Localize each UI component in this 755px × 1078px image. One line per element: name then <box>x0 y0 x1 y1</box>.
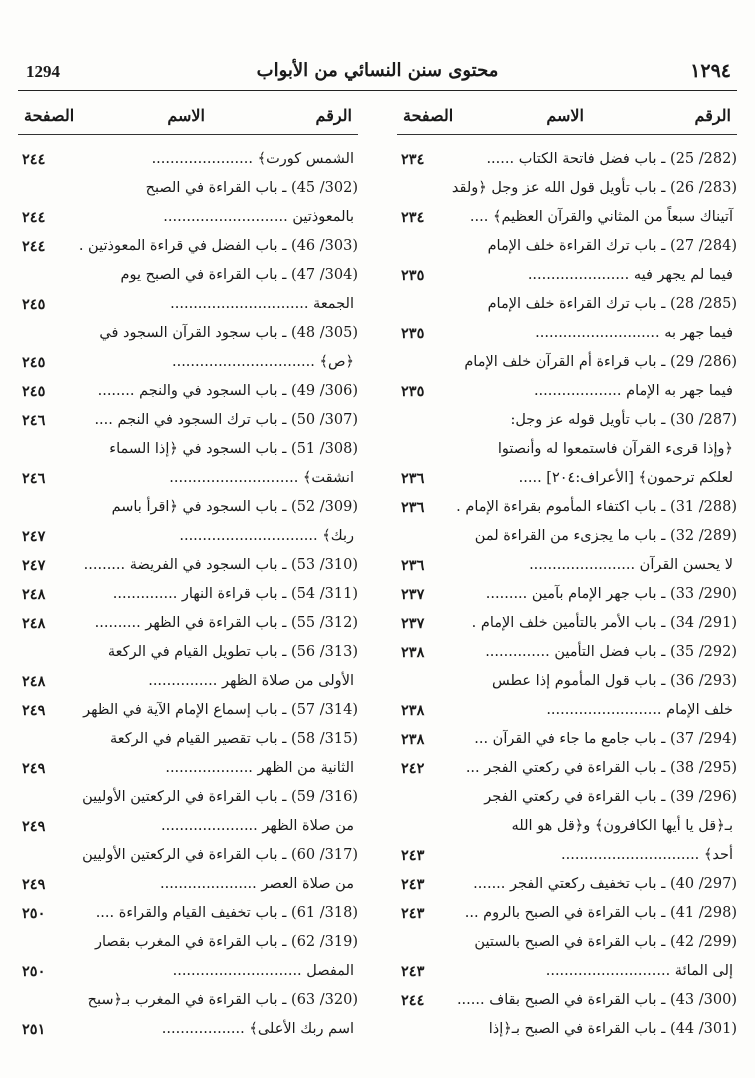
toc-entry-page: ٢٤٩ <box>22 702 46 719</box>
toc-entry <box>397 319 737 348</box>
header-num: الرقم <box>315 106 352 125</box>
toc-entry-text: (294/ 37) ـ باب جامع ما جاء في القرآن ... <box>474 731 737 747</box>
toc-entry-page: ٢٤٨ <box>22 615 46 632</box>
toc-entry-page: ٢٤٨ <box>22 586 46 603</box>
page-header <box>18 56 737 91</box>
toc-entry <box>397 377 737 406</box>
toc-entry <box>18 551 358 580</box>
toc-entry <box>18 638 358 667</box>
toc-entry <box>18 290 358 319</box>
toc-entry-text: (308/ 51) ـ باب السجود في ﴿إذا السماء <box>109 441 358 457</box>
toc-entry <box>18 1015 358 1044</box>
page-number-latin: 1294 <box>26 62 60 81</box>
toc-entry-page: ٢٤٣ <box>401 847 425 864</box>
toc-entry <box>397 493 737 522</box>
toc-entry-page: ٢٤٣ <box>401 963 425 980</box>
toc-entry-page: ٢٣٦ <box>401 557 425 574</box>
toc-entry <box>18 377 358 406</box>
toc-entry-text: (283/ 26) ـ باب تأويل قول الله عز وجل ﴿ولقد <box>451 180 737 196</box>
toc-entry-text: (313/ 56) ـ باب تطويل القيام في الركعة <box>107 644 358 660</box>
toc-entry <box>397 203 737 232</box>
header-page: الصفحة <box>403 106 454 125</box>
toc-entry <box>18 261 358 290</box>
toc-entry-page: ٢٣٥ <box>401 267 425 284</box>
toc-entry-page: ٢٤٦ <box>22 470 46 487</box>
toc-entry-text: (300/ 43) ـ باب القراءة في الصبح بقاف ...... <box>456 992 737 1008</box>
toc-entry-page: ٢٤٤ <box>22 209 46 226</box>
toc-entry <box>397 667 737 696</box>
toc-entry <box>397 1015 737 1044</box>
toc-entry <box>397 812 737 841</box>
left-column <box>18 100 358 1044</box>
toc-entry-page: ٢٣٦ <box>401 470 425 487</box>
toc-entry <box>18 957 358 986</box>
toc-entry-text: الثانية من الظهر ................... <box>165 760 354 776</box>
column-header <box>397 100 737 135</box>
toc-entry-text: (307/ 50) ـ باب ترك السجود في النجم .... <box>94 412 358 428</box>
toc-entry-page: ٢٣٥ <box>401 383 425 400</box>
toc-entry-text: (292/ 35) ـ باب فضل التأمين .............. <box>485 644 737 660</box>
toc-entry-text: الشمس كورت﴾ ...................... <box>151 151 354 167</box>
toc-entry-page: ٢٤٣ <box>401 905 425 922</box>
column-header <box>18 100 358 135</box>
toc-entry <box>18 522 358 551</box>
toc-entry-page: ٢٤٨ <box>22 673 46 690</box>
toc-entry <box>18 899 358 928</box>
toc-entry <box>18 667 358 696</box>
toc-entry-text: (282/ 25) ـ باب فضل فاتحة الكتاب ...... <box>486 151 737 167</box>
toc-entry <box>397 435 737 464</box>
toc-entry-text: (309/ 52) ـ باب السجود في ﴿اقرأ باسم <box>111 499 358 515</box>
toc-entry-text: (284/ 27) ـ باب ترك القراءة خلف الإمام <box>487 238 737 254</box>
toc-entry-text: (286/ 29) ـ باب قراءة أم القرآن خلف الإمام <box>464 354 737 370</box>
toc-entry-text: (296/ 39) ـ باب القراءة في ركعتي الفجر <box>484 789 737 805</box>
toc-entry-page: ٢٤٤ <box>22 151 46 168</box>
toc-entry <box>397 348 737 377</box>
toc-entry-page: ٢٣٦ <box>401 499 425 516</box>
toc-entry-text: (298/ 41) ـ باب القراءة في الصبح بالروم ... <box>464 905 737 921</box>
toc-entry <box>18 464 358 493</box>
toc-entry <box>397 725 737 754</box>
toc-entry <box>18 812 358 841</box>
toc-entry <box>18 754 358 783</box>
toc-entry <box>18 928 358 957</box>
toc-entry <box>397 464 737 493</box>
toc-entry-text: (301/ 44) ـ باب القراءة في الصبح بـ﴿إذا <box>488 1021 737 1037</box>
toc-entry-page: ٢٥٠ <box>22 905 46 922</box>
toc-entry-text: لعلكم ترحمون﴾ [الأعراف:٢٠٤] ..... <box>518 470 733 486</box>
toc-entry-page: ٢٤٤ <box>22 238 46 255</box>
toc-entry-text: أحد﴾ .............................. <box>561 847 733 863</box>
toc-entry-page: ٢٤٧ <box>22 528 46 545</box>
toc-entry-text: (316/ 59) ـ باب القراءة في الركعتين الأوليين <box>82 789 358 805</box>
toc-entry-page: ٢٤٩ <box>22 876 46 893</box>
toc-entry-text: الأولى من صلاة الظهر ............... <box>148 673 354 689</box>
toc-entry <box>18 783 358 812</box>
toc-entry-page: ٢٣٨ <box>401 731 425 748</box>
toc-entry <box>397 754 737 783</box>
toc-entry-page: ٢٤٥ <box>22 354 46 371</box>
toc-entry <box>18 319 358 348</box>
toc-entry-text: فيما لم يجهر فيه ...................... <box>527 267 733 283</box>
toc-entry-text: (291/ 34) ـ باب الأمر بالتأمين خلف الإمام . <box>471 615 737 631</box>
toc-entry-text: لا يحسن القرآن ....................... <box>529 557 733 573</box>
toc-entry-text: (302/ 45) ـ باب القراءة في الصبح <box>145 180 358 196</box>
toc-entry-text: (285/ 28) ـ باب ترك القراءة خلف الإمام <box>487 296 737 312</box>
toc-entry-text: (310/ 53) ـ باب السجود في الفريضة ......... <box>83 557 358 573</box>
toc-entry-text: (312/ 55) ـ باب القراءة في الظهر .......... <box>94 615 358 631</box>
toc-entry-text: ﴿وإذا قرىء القرآن فاستمعوا له وأنصتوا <box>497 441 733 457</box>
toc-entry-text: (303/ 46) ـ باب الفضل في قراءة المعوذتين . <box>78 238 358 254</box>
toc-entry <box>397 406 737 435</box>
toc-entry-page: ٢٣٤ <box>401 209 425 226</box>
toc-entry <box>18 725 358 754</box>
toc-entry-text: خلف الإمام ......................... <box>546 702 733 718</box>
toc-entry-page: ٢٤٩ <box>22 818 46 835</box>
header-num: الرقم <box>694 106 731 125</box>
toc-entry-text: (320/ 63) ـ باب القراءة في المغرب بـ﴿سبح <box>87 992 358 1008</box>
page-number-arabic: ١٢٩٤ <box>690 60 731 82</box>
toc-entry-page: ٢٣٤ <box>401 151 425 168</box>
toc-entry <box>397 522 737 551</box>
toc-entry-text: (311/ 54) ـ باب قراءة النهار .............. <box>112 586 358 602</box>
toc-entry <box>397 609 737 638</box>
toc-entry <box>18 145 358 174</box>
toc-entry-text: (305/ 48) ـ باب سجود القرآن السجود في <box>99 325 358 341</box>
toc-entry <box>397 928 737 957</box>
toc-entry-page: ٢٤٢ <box>401 760 425 777</box>
toc-entry <box>397 580 737 609</box>
toc-entry-page: ٢٤٥ <box>22 383 46 400</box>
toc-list <box>397 145 737 1044</box>
header-page: الصفحة <box>24 106 75 125</box>
right-column <box>397 100 737 1044</box>
toc-entry-text: انشقت﴾ ............................ <box>169 470 354 486</box>
toc-entry-page: ٢٤٤ <box>401 992 425 1009</box>
toc-entry-text: (295/ 38) ـ باب القراءة في ركعتي الفجر ... <box>465 760 737 776</box>
toc-entry <box>18 348 358 377</box>
toc-entry-text: (293/ 36) ـ باب قول المأموم إذا عطس <box>492 673 737 689</box>
toc-entry-page: ٢٤٦ <box>22 412 46 429</box>
toc-entry-page: ٢٣٧ <box>401 615 425 632</box>
toc-entry <box>397 145 737 174</box>
toc-entry-page: ٢٥١ <box>22 1021 46 1038</box>
toc-entry <box>397 957 737 986</box>
toc-entry <box>397 290 737 319</box>
toc-entry-text: من صلاة الظهر ..................... <box>160 818 354 834</box>
toc-entry <box>18 986 358 1015</box>
toc-entry-text: الجمعة .............................. <box>170 296 354 312</box>
toc-entry-text: (318/ 61) ـ باب تخفيف القيام والقراءة .... <box>95 905 358 921</box>
toc-entry-text: (289/ 32) ـ باب ما يجزىء من القراءة لمن <box>474 528 737 544</box>
toc-entry-text: (287/ 30) ـ باب تأويل قوله عز وجل: <box>510 412 737 428</box>
toc-entry-page: ٢٣٧ <box>401 586 425 603</box>
toc-entry <box>18 493 358 522</box>
toc-entry <box>18 174 358 203</box>
toc-entry-text: بـ﴿قل يا أيها الكافرون﴾ و﴿قل هو الله <box>511 818 733 834</box>
toc-entry <box>18 696 358 725</box>
toc-entry <box>397 841 737 870</box>
toc-entry-text: (315/ 58) ـ باب تقصير القيام في الركعة <box>110 731 358 747</box>
toc-entry <box>397 783 737 812</box>
toc-entry-text: اسم ربك الأعلى﴾ .................. <box>161 1021 354 1037</box>
toc-entry <box>397 261 737 290</box>
toc-entry-text: بالمعوذتين ........................... <box>163 209 354 225</box>
toc-entry <box>18 203 358 232</box>
toc-entry-text: ربك﴾ .............................. <box>179 528 354 544</box>
toc-entry-text: فيما جهر به ........................... <box>535 325 733 341</box>
toc-entry-page: ٢٤٧ <box>22 557 46 574</box>
toc-entry-page: ٢٥٠ <box>22 963 46 980</box>
toc-entry <box>18 232 358 261</box>
toc-entry-page: ٢٤٣ <box>401 876 425 893</box>
toc-entry-page: ٢٤٩ <box>22 760 46 777</box>
toc-entry-page: ٢٤٥ <box>22 296 46 313</box>
toc-entry-text: ﴿ص﴾ ............................... <box>171 354 354 370</box>
toc-entry-text: (297/ 40) ـ باب تخفيف ركعتي الفجر ....... <box>473 876 737 892</box>
toc-entry <box>397 638 737 667</box>
page-title: محتوى سنن النسائي من الأبواب <box>256 60 499 81</box>
toc-entry <box>18 580 358 609</box>
toc-list <box>18 145 358 1044</box>
toc-entry-text: فيما جهر به الإمام ................... <box>533 383 733 399</box>
toc-entry <box>18 435 358 464</box>
toc-entry <box>397 986 737 1015</box>
toc-entry-text: (317/ 60) ـ باب القراءة في الركعتين الأوليين <box>82 847 358 863</box>
toc-entry <box>397 870 737 899</box>
toc-entry <box>18 870 358 899</box>
toc-entry-page: ٢٣٥ <box>401 325 425 342</box>
toc-entry <box>397 174 737 203</box>
toc-entry-text: إلى المائة ........................... <box>545 963 733 979</box>
toc-entry-text: آتيناك سبعاً من المثاني والقرآن العظيم﴾ .... <box>469 209 733 225</box>
toc-entry-text: (290/ 33) ـ باب جهر الإمام بآمين ......... <box>485 586 737 602</box>
header-name: الاسم <box>167 106 205 125</box>
toc-entry <box>18 841 358 870</box>
toc-entry-page: ٢٣٨ <box>401 702 425 719</box>
toc-entry-text: (319/ 62) ـ باب القراءة في المغرب بقصار <box>94 934 358 950</box>
toc-entry-text: (299/ 42) ـ باب القراءة في الصبح بالستين <box>474 934 737 950</box>
toc-entry <box>397 232 737 261</box>
toc-entry-text: (306/ 49) ـ باب السجود في والنجم ........ <box>97 383 358 399</box>
toc-entry-text: من صلاة العصر ..................... <box>159 876 354 892</box>
toc-entry <box>397 899 737 928</box>
header-name: الاسم <box>546 106 584 125</box>
toc-entry <box>18 609 358 638</box>
toc-entry-page: ٢٣٨ <box>401 644 425 661</box>
toc-entry-text: (304/ 47) ـ باب القراءة في الصبح يوم <box>120 267 358 283</box>
toc-entry-text: المفصل ............................ <box>172 963 354 979</box>
toc-entry-text: (314/ 57) ـ باب إسماع الإمام الآية في الظهر <box>83 702 358 718</box>
toc-entry <box>18 406 358 435</box>
toc-entry-text: (288/ 31) ـ باب اكتفاء المأموم بقراءة الإمام . <box>456 499 737 515</box>
toc-entry <box>397 551 737 580</box>
toc-entry <box>397 696 737 725</box>
